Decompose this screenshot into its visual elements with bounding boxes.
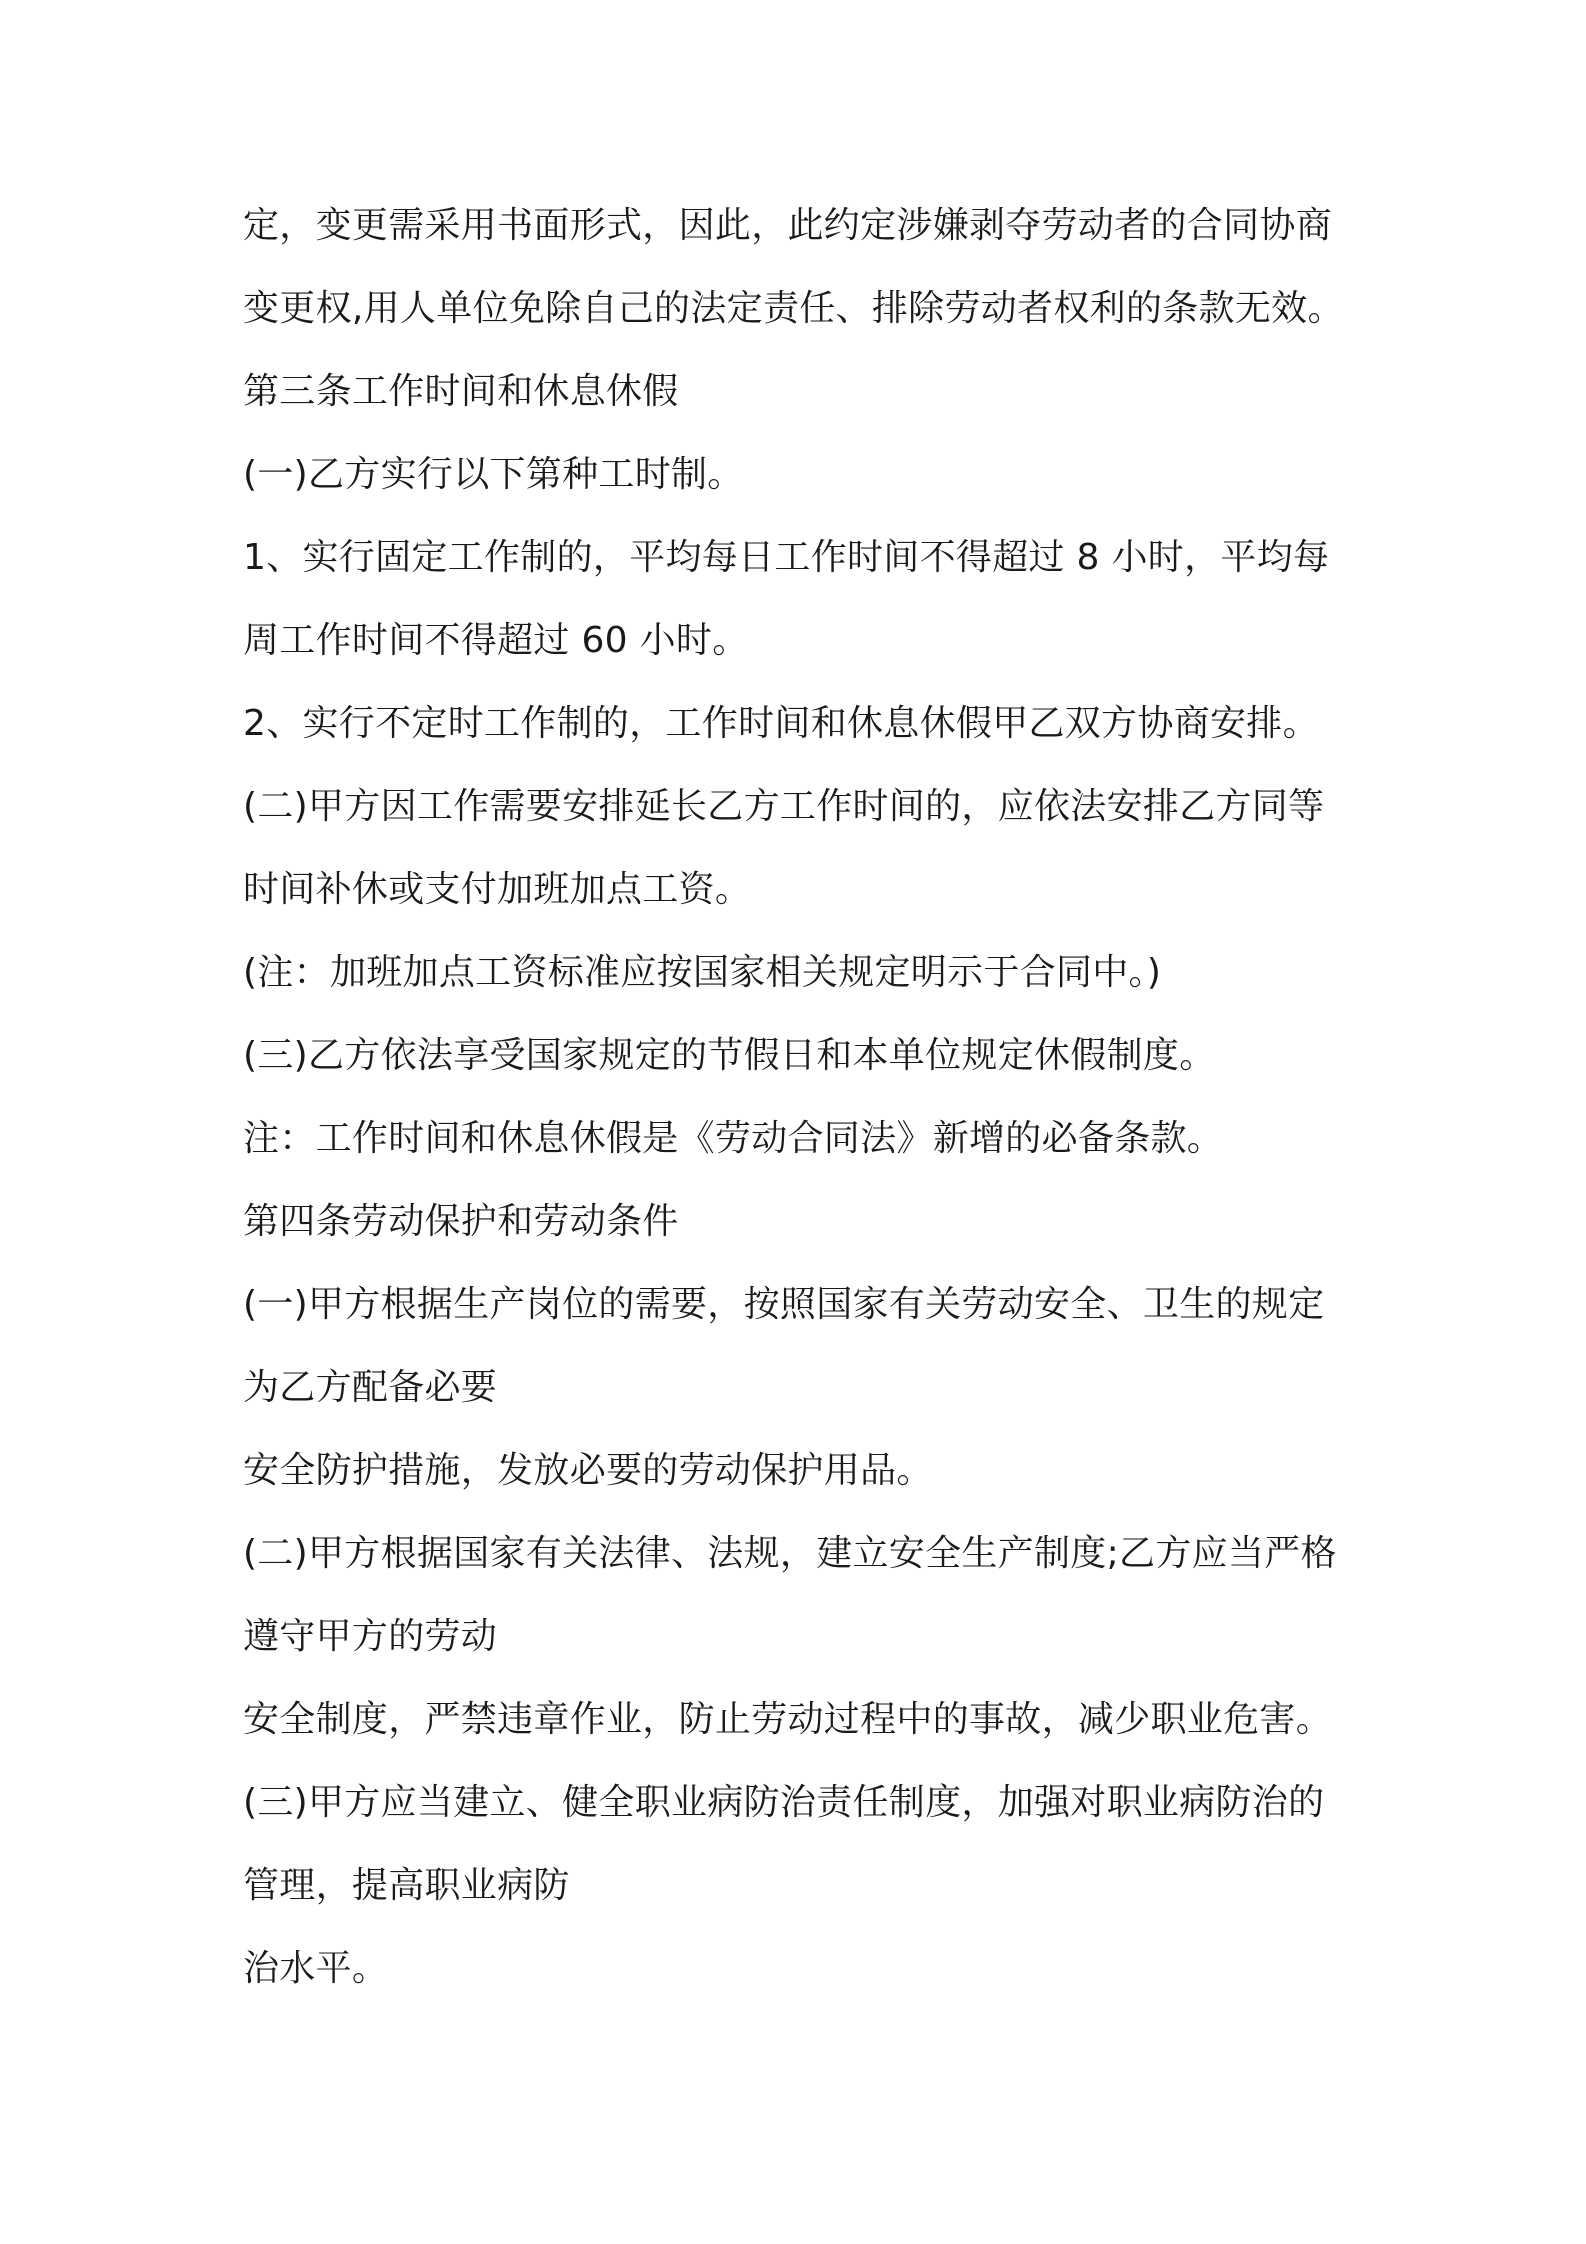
text-line: 变更权,用人单位免除自己的法定责任、排除劳动者权利的条款无效。 — [243, 288, 1344, 329]
document-body — [243, 196, 1353, 2022]
text-line: 为乙方配备必要 — [243, 1367, 498, 1408]
text-line: 注：工作时间和休息休假是《劳动合同法》新增的必备条款。 — [243, 1118, 1224, 1159]
section-heading: 第四条劳动保护和劳动条件 — [243, 1201, 679, 1242]
text-line: 安全防护措施，发放必要的劳动保护用品。 — [243, 1450, 933, 1491]
text-line: 遵守甲方的劳动 — [243, 1616, 498, 1657]
text-line: (二)甲方根据国家有关法律、法规，建立安全生产制度;乙方应当严格 — [243, 1533, 1337, 1574]
text-line: 治水平。 — [243, 1948, 389, 1989]
text-line: (三)乙方依法享受国家规定的节假日和本单位规定休假制度。 — [243, 1035, 1216, 1076]
text-line: (三)甲方应当建立、健全职业病防治责任制度，加强对职业病防治的 — [243, 1782, 1325, 1823]
text-line: (一)乙方实行以下第种工时制。 — [243, 454, 744, 495]
text-line: 2、实行不定时工作制的，工作时间和休息休假甲乙双方协商安排。 — [243, 703, 1319, 744]
text-line: 时间补休或支付加班加点工资。 — [243, 869, 752, 910]
text-line: (一)甲方根据生产岗位的需要，按照国家有关劳动安全、卫生的规定 — [243, 1284, 1325, 1325]
text-line: (二)甲方因工作需要安排延长乙方工作时间的，应依法安排乙方同等 — [243, 786, 1325, 827]
text-line: 1、实行固定工作制的，平均每日工作时间不得超过 8 小时，平均每 — [243, 537, 1330, 578]
text-line: (注：加班加点工资标准应按国家相关规定明示于合同中。) — [243, 952, 1162, 993]
text-line: 安全制度，严禁违章作业，防止劳动过程中的事故，减少职业危害。 — [243, 1699, 1333, 1740]
text-line: 定，变更需采用书面形式，因此，此约定涉嫌剥夺劳动者的合同协商 — [243, 205, 1333, 246]
section-heading: 第三条工作时间和休息休假 — [243, 371, 679, 412]
text-line: 周工作时间不得超过 60 小时。 — [243, 620, 749, 661]
text-line: 管理，提高职业病防 — [243, 1865, 570, 1906]
